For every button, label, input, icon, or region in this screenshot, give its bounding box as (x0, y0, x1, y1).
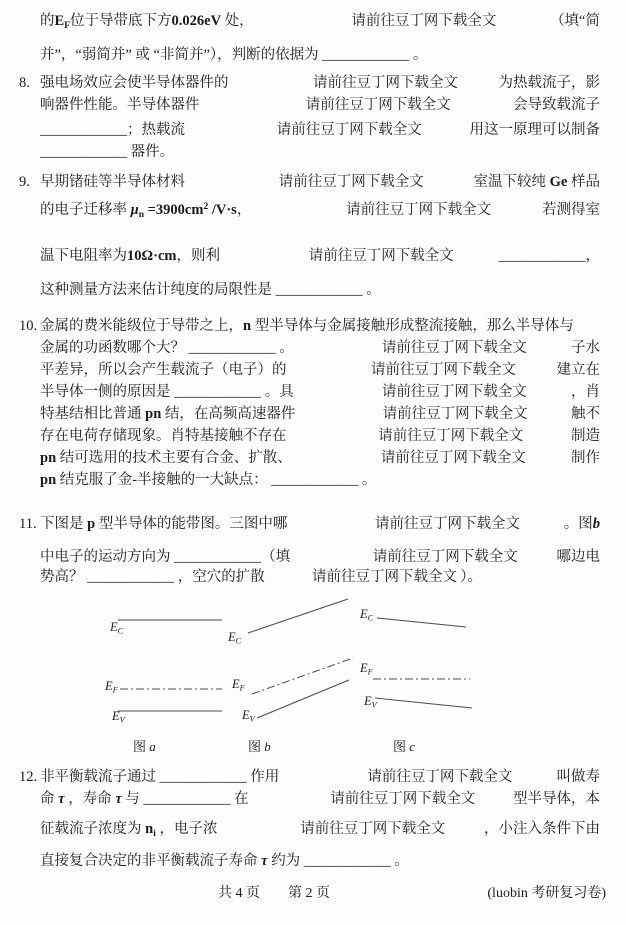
line-text-left: 下图是 p 型半导体的能带图。三图中哪 (40, 516, 288, 532)
figc-ef-label: $E_F$ (360, 661, 373, 677)
q9-line-2 (40, 201, 600, 220)
docin-watermark: 请前往豆丁网下载全文 (330, 791, 476, 807)
q8-line-3 (40, 121, 600, 140)
figb-ef-line (252, 658, 353, 694)
line-text-left: 势高？ ____________ ，空穴的扩散 (40, 569, 265, 585)
question-number: 8. (19, 75, 30, 91)
docin-watermark: 请前往豆丁网下载全文 (372, 549, 518, 565)
q10-line-8 (40, 471, 600, 490)
line-text-left: ____________；热载流 (40, 122, 185, 138)
docin-watermark: 请前往豆丁网下载全文 (308, 248, 454, 264)
q10-line-3 (40, 361, 600, 380)
question-number: 11. (19, 516, 37, 532)
figc-ev-line (375, 698, 472, 708)
q12-line-3 (40, 820, 600, 839)
line-text-left: 存在电荷存储现象。肖特基接触不存在 (40, 428, 287, 444)
line-text-left: pn 结可选用的技术主要有合金、扩散、 (40, 450, 292, 466)
line-text-left: 特基结相比普通 pn 结，在高频高速器件 (40, 406, 296, 422)
line-text-left: 这种测量方法来估计纯度的局限性是 ____________ 。 (40, 282, 381, 298)
docin-watermark: 请前往豆丁网下载全文 (380, 450, 526, 466)
line-text-right: （填“简 (550, 13, 600, 29)
docin-watermark: 请前往豆丁网下载全文 (381, 384, 527, 400)
q10-line-5 (40, 405, 600, 424)
line-text-left: 并”，“弱简并” 或 “非简并”），判断的依据为 ____________ 。 (40, 47, 428, 63)
docin-watermark: 请前往豆丁网下载全文 (346, 202, 492, 218)
line-text-left: 早期锗硅等半导体材料 (40, 174, 185, 190)
footer-page-count: 共 4 页 第 2 页 (218, 886, 330, 901)
line-text-right: 子水 (571, 340, 600, 356)
line-text-right: ，肖 (571, 384, 600, 400)
figc-ec-line (377, 618, 466, 627)
q8-line-2 (40, 96, 600, 115)
line-text-right: 制造 (571, 428, 600, 444)
question-number: 12. (19, 769, 38, 785)
q10-line-6 (40, 427, 600, 446)
line-text-right: 为热载流子，影 (498, 75, 600, 91)
question-number: 10. (19, 318, 38, 334)
docin-watermark: 请前往豆丁网下载全文 (382, 406, 528, 422)
line-text-left: 金属的功函数哪个大？ ____________ 。 (40, 340, 294, 356)
line-text-left: 温下电阻率为10Ω·cm，则利 (40, 248, 220, 264)
figa-ec-label: $E_C$ (110, 620, 124, 636)
line-text-left: 直接复合决定的非平衡载流子寿命 τ 约为 ____________ 。 (40, 853, 409, 869)
docin-watermark: 请前往豆丁网下载全文 (375, 516, 521, 532)
docin-watermark: 请前往豆丁网下载全文 (367, 769, 513, 785)
line-text-left: 中电子的运动方向为 ____________（填 (40, 549, 291, 565)
q12-line-1 (19, 768, 600, 787)
footer-source: (luobin 考研复习卷) (487, 886, 606, 901)
line-text-right: 触不 (571, 406, 600, 422)
figc-ev-label: $E_V$ (364, 694, 377, 710)
q8-line-4 (40, 143, 600, 162)
figc-caption: 图 c (393, 739, 416, 754)
line-text-right: 制作 (571, 450, 600, 466)
line-text-right: 会导致载流子 (513, 97, 600, 113)
line-text-right: ____________， (498, 248, 600, 264)
docin-watermark: 请前往豆丁网下载全文 (276, 122, 422, 138)
docin-watermark: 请前往豆丁网下载全文 (278, 174, 424, 190)
line-text-right: 室温下较纯 Ge 样品 (473, 174, 600, 190)
figb-ev-line (257, 680, 349, 718)
figb-ef-label: $E_F$ (232, 677, 245, 693)
figb-ec-label: $E_C$ (228, 630, 242, 646)
line-text-right: 。图b (563, 516, 600, 532)
line-text-right: 建立在 (556, 362, 600, 378)
q8-line-1 (19, 74, 600, 93)
figc-ec-label: $E_C$ (360, 607, 374, 623)
q9-line-3 (40, 247, 600, 266)
line-text-left: pn 结克服了金-半接触的一大缺点： ____________ 。 (40, 472, 377, 488)
line-text-left: 的$E_F$位于导带底下方0.026eV 处， (40, 13, 254, 32)
docin-watermark: 请前往豆丁网下载全文 (381, 340, 527, 356)
q9-line-4 (40, 281, 600, 300)
docin-watermark: 请前往豆丁网下载全文 (351, 13, 497, 29)
band-lines-svg (95, 598, 495, 758)
q11-line-1 (19, 515, 600, 534)
line-text-left: 半导体一侧的原因是 ____________ 。具 (40, 384, 294, 400)
figb-ev-label: $E_V$ (242, 708, 255, 724)
line-text-right: ，小注入条件下由 (484, 821, 600, 837)
q9-line-1 (19, 173, 600, 192)
line-text-left: 响器件性能。半导体器件 (40, 97, 200, 113)
line-text-right: 型半导体，本 (513, 791, 600, 807)
q7-line-1 (40, 12, 600, 31)
q10-line-2 (40, 339, 600, 358)
line-text-left: 命 τ ，寿命 τ 与 ____________ 在 (40, 791, 249, 807)
line-text-right: ）。 (460, 569, 482, 585)
docin-watermark: 请前往豆丁网下载全文 (312, 569, 457, 585)
docin-watermark: 请前往豆丁网下载全文 (371, 362, 516, 378)
figa-ev-label: $E_V$ (112, 709, 125, 725)
line-text-right: 哪边电 (556, 549, 600, 565)
q11-line-2 (40, 548, 600, 567)
figb-ec-line (248, 599, 348, 633)
q10-line-7 (40, 449, 600, 468)
q10-line-4 (40, 383, 600, 402)
line-text-right: 若测得室 (542, 202, 600, 218)
docin-watermark: 请前往豆丁网下载全文 (300, 821, 446, 837)
line-text-left: 的电子迁移率 $\mu_n =3900cm^2$ /V·s， (40, 201, 252, 221)
line-text-left: ____________ 器件。 (40, 144, 175, 160)
q10-line-1 (19, 317, 600, 336)
line-text-left: 平差异，所以会产生载流子（电子）的 (40, 362, 287, 378)
q7-line-2 (40, 46, 600, 65)
docin-watermark: 请前往豆丁网下载全文 (378, 428, 524, 444)
line-text-right: 用这一原理可以制备 (469, 122, 600, 138)
question-number: 9. (19, 174, 30, 190)
figb-caption: 图 b (248, 739, 271, 754)
line-text-left: 强电场效应会使半导体器件的 (40, 75, 229, 91)
q12-line-4 (40, 852, 600, 871)
docin-watermark: 请前往豆丁网下载全文 (305, 97, 451, 113)
q12-line-2 (40, 790, 600, 809)
page-footer (40, 884, 606, 903)
figa-caption: 图 a (133, 739, 156, 754)
docin-watermark: 请前往豆丁网下载全文 (313, 75, 458, 91)
line-text-left: 征载流子浓度为 $n_i$ ，电子浓 (40, 821, 218, 840)
energy-band-diagrams (95, 598, 495, 758)
q11-line-3 (40, 568, 600, 587)
line-text-right: 叫做寿 (556, 769, 600, 785)
line-text-left: 非平衡载流子通过 ____________ 作用 (40, 769, 280, 785)
line-text-left: 金属的费米能级位于导带之上，n 型半导体与金属接触形成整流接触，那么半导体与 (40, 318, 574, 334)
figa-ef-label: $E_F$ (105, 679, 118, 695)
